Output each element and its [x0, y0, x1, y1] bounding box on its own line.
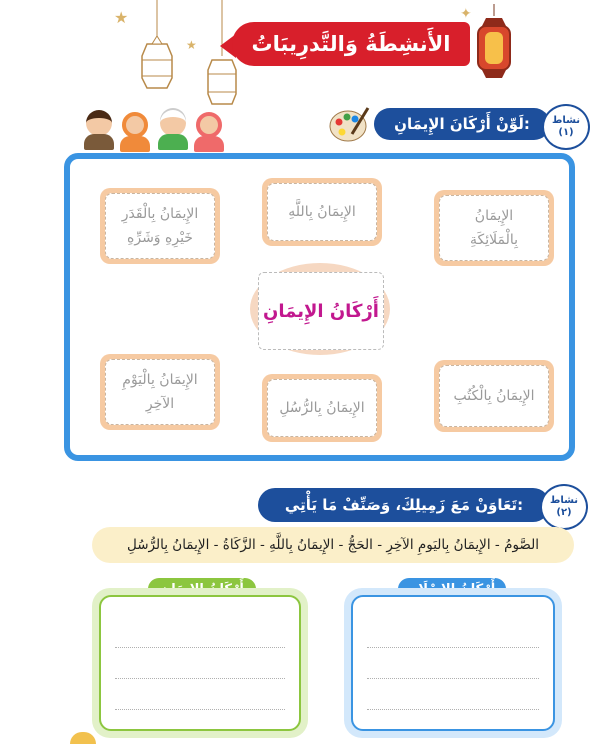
- card-text: الإِيمَانُ بِالرُّسُلِ: [267, 379, 377, 437]
- red-lantern-icon: [472, 4, 516, 84]
- answer-line[interactable]: [367, 648, 539, 679]
- card-iman-allah[interactable]: [262, 178, 382, 246]
- card-text: الإِيمَانُ بِالْكُتُبِ: [439, 365, 549, 427]
- kid-illustration: [160, 110, 186, 150]
- star-icon: ✦: [460, 6, 472, 22]
- words-to-classify: الصَّومُ - الإِيمَانُ بِاليَومِ الآخِرِ - الحَجُّ - الإِيمَانُ بِاللَّهِ - الزَّكَاةُ - الإِيمَانُ بِالرُّسُلِ: [92, 527, 574, 563]
- card-iman-books[interactable]: [434, 360, 554, 432]
- badge-word: نشاط: [549, 495, 579, 506]
- iman-answer-area[interactable]: [99, 595, 301, 731]
- box-islam: [344, 588, 562, 738]
- card-text: الإِيمَانُ بِالْيَوْمِ: [122, 372, 198, 388]
- card-text: الإِيمَانُ بِاللَّهِ: [267, 183, 377, 241]
- answer-line[interactable]: [115, 648, 285, 679]
- card-text: بِالْمَلَائِكَةِ: [469, 232, 518, 248]
- card-text: خَيْرِهِ وَشَرِّهِ: [127, 230, 193, 246]
- star-icon: ★: [114, 8, 129, 27]
- activity-1-badge: [542, 104, 590, 150]
- answer-line[interactable]: [367, 617, 539, 648]
- page-title: الأَنشِطَةُ وَالتَّدرِيبَاتُ: [232, 22, 470, 66]
- card-iman-angels[interactable]: [434, 190, 554, 266]
- card-text: الإِيمَانُ: [474, 208, 514, 224]
- kid-illustration: [122, 112, 148, 152]
- islam-answer-area[interactable]: [351, 595, 555, 731]
- kid-illustration: [86, 110, 112, 150]
- card-text: الآخِرِ: [145, 396, 175, 412]
- card-iman-qadar[interactable]: [100, 188, 220, 264]
- badge-word: نشاط: [551, 115, 581, 126]
- answer-line[interactable]: [115, 679, 285, 710]
- star-icon: ★: [186, 38, 197, 52]
- box-iman: [92, 588, 308, 738]
- activity-2-title: تَعَاوَنْ مَعَ زَمِيلِكَ، وَصَنِّفْ مَا يَأْتِي:: [258, 488, 550, 522]
- center-title: أَرْكَانُ الإِيمَانِ: [258, 272, 384, 350]
- hanging-lantern-icon: [132, 0, 182, 98]
- corner-decoration-icon: [70, 732, 96, 744]
- badge-number: (١): [558, 127, 574, 138]
- palette-icon: [328, 104, 370, 144]
- card-text: الإِيمَانُ بِالْقَدَرِ: [121, 206, 199, 222]
- card-iman-last-day[interactable]: [100, 354, 220, 430]
- answer-line[interactable]: [115, 617, 285, 648]
- kid-illustration: [196, 112, 222, 152]
- activity-1-title: لَوِّنْ أَرْكَانَ الإِيمَانِ:: [374, 108, 550, 140]
- activity-2-badge: [540, 484, 588, 530]
- answer-line[interactable]: [367, 679, 539, 710]
- card-iman-messengers[interactable]: [262, 374, 382, 442]
- badge-number: (٢): [556, 507, 572, 518]
